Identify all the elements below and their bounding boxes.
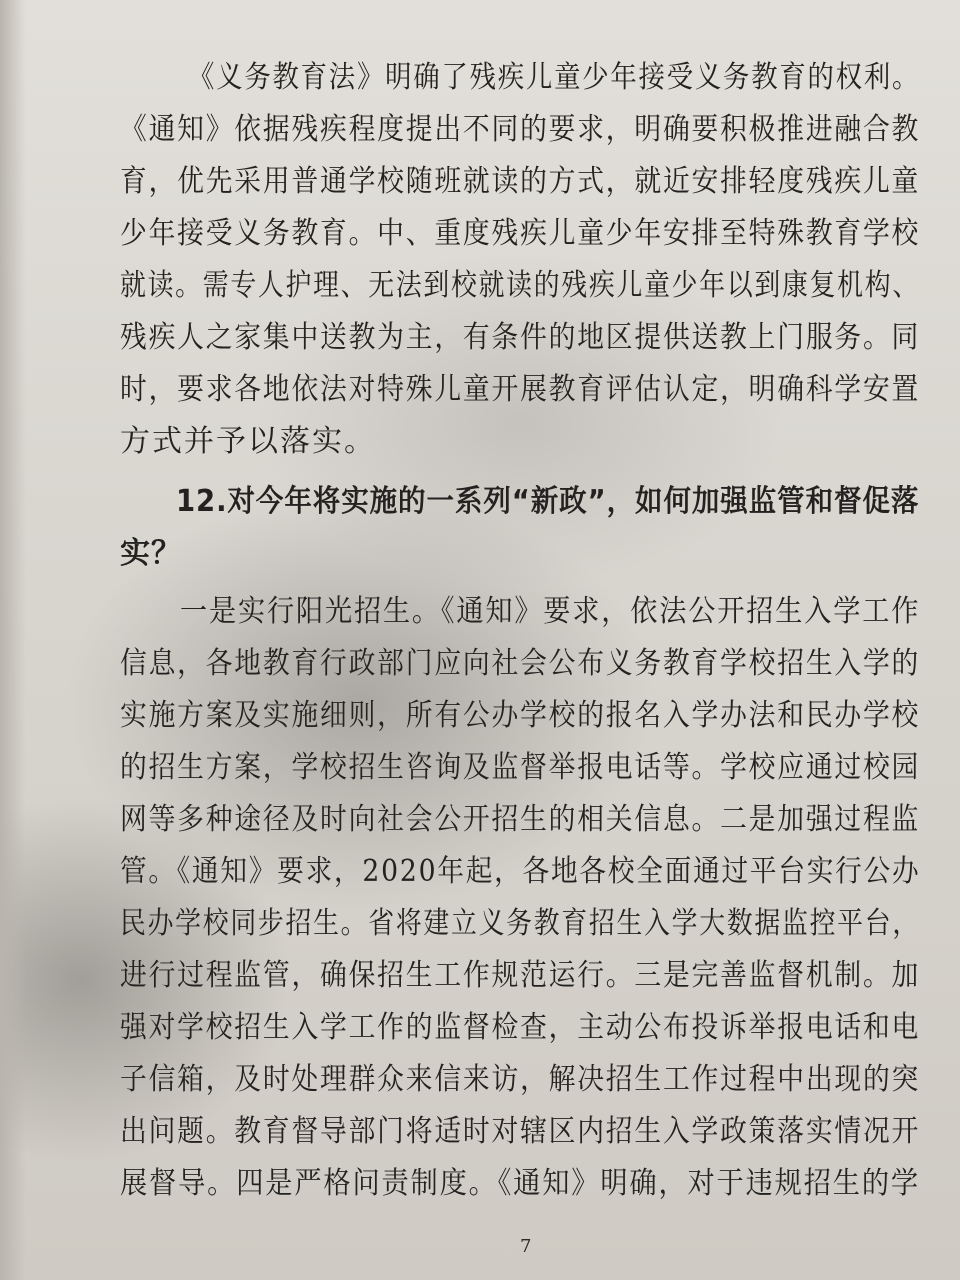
text-line: 就读。需专人护理、无法到校就读的残疾儿童少年以到康复机构、 xyxy=(120,268,920,303)
text-line: 《义务教育法》明确了残疾儿童少年接受义务教育的权利。 xyxy=(188,60,921,95)
text-line: 进行过程监管，确保招生工作规范运行。三是完善监督机制。加 xyxy=(120,958,921,993)
text-line: 方式并予以落实。 xyxy=(120,424,376,459)
text-line: 管。《通知》要求，2020年起，各地各校全面通过平台实行公办 xyxy=(120,854,921,889)
text-line: 展督导。四是严格问责制度。《通知》明确，对于违规招生的学 xyxy=(120,1166,920,1201)
text-line: 实施方案及实施细则，所有公办学校的报名入学办法和民办学校 xyxy=(120,698,921,733)
text-line: 一是实行阳光招生。《通知》要求，依法公开招生入学工作 xyxy=(180,594,921,629)
page-left-edge-shadow xyxy=(0,0,26,1280)
text-line: 育，优先采用普通学校随班就读的方式，就近安排轻度残疾儿童 xyxy=(120,164,921,199)
text-line: 少年接受义务教育。中、重度残疾儿童少年安排至特殊教育学校 xyxy=(120,216,921,251)
text-line: 网等多种途径及时向社会公开招生的相关信息。二是加强过程监 xyxy=(120,802,921,837)
text-line: 强对学校招生入学工作的监督检查，主动公布投诉举报电话和电 xyxy=(120,1010,921,1045)
text-line: 《通知》依据残疾程度提出不同的要求，明确要积极推进融合教 xyxy=(120,112,921,147)
text-line: 时，要求各地依法对特殊儿童开展教育评估认定，明确科学安置 xyxy=(120,372,921,407)
text-line: 民办学校同步招生。省将建立义务教育招生入学大数据监控平台， xyxy=(120,906,920,941)
text-line: 子信箱，及时处理群众来信来访，解决招生工作过程中出现的突 xyxy=(120,1062,921,1097)
section-heading: 12.对今年将实施的一系列“新政”，如何加强监管和督促落 xyxy=(176,484,920,519)
section-heading-continued: 实？ xyxy=(120,536,182,571)
text-line: 残疾人之家集中送教为主，有条件的地区提供送教上门服务。同 xyxy=(120,320,921,355)
text-line: 信息，各地教育行政部门应向社会公布义务教育学校招生入学的 xyxy=(120,646,921,681)
page-number: 7 xyxy=(520,1236,532,1257)
text-line: 的招生方案，学校招生咨询及监督举报电话等。学校应通过校园 xyxy=(120,750,921,785)
text-line: 出问题。教育督导部门将适时对辖区内招生入学政策落实情况开 xyxy=(120,1114,921,1149)
